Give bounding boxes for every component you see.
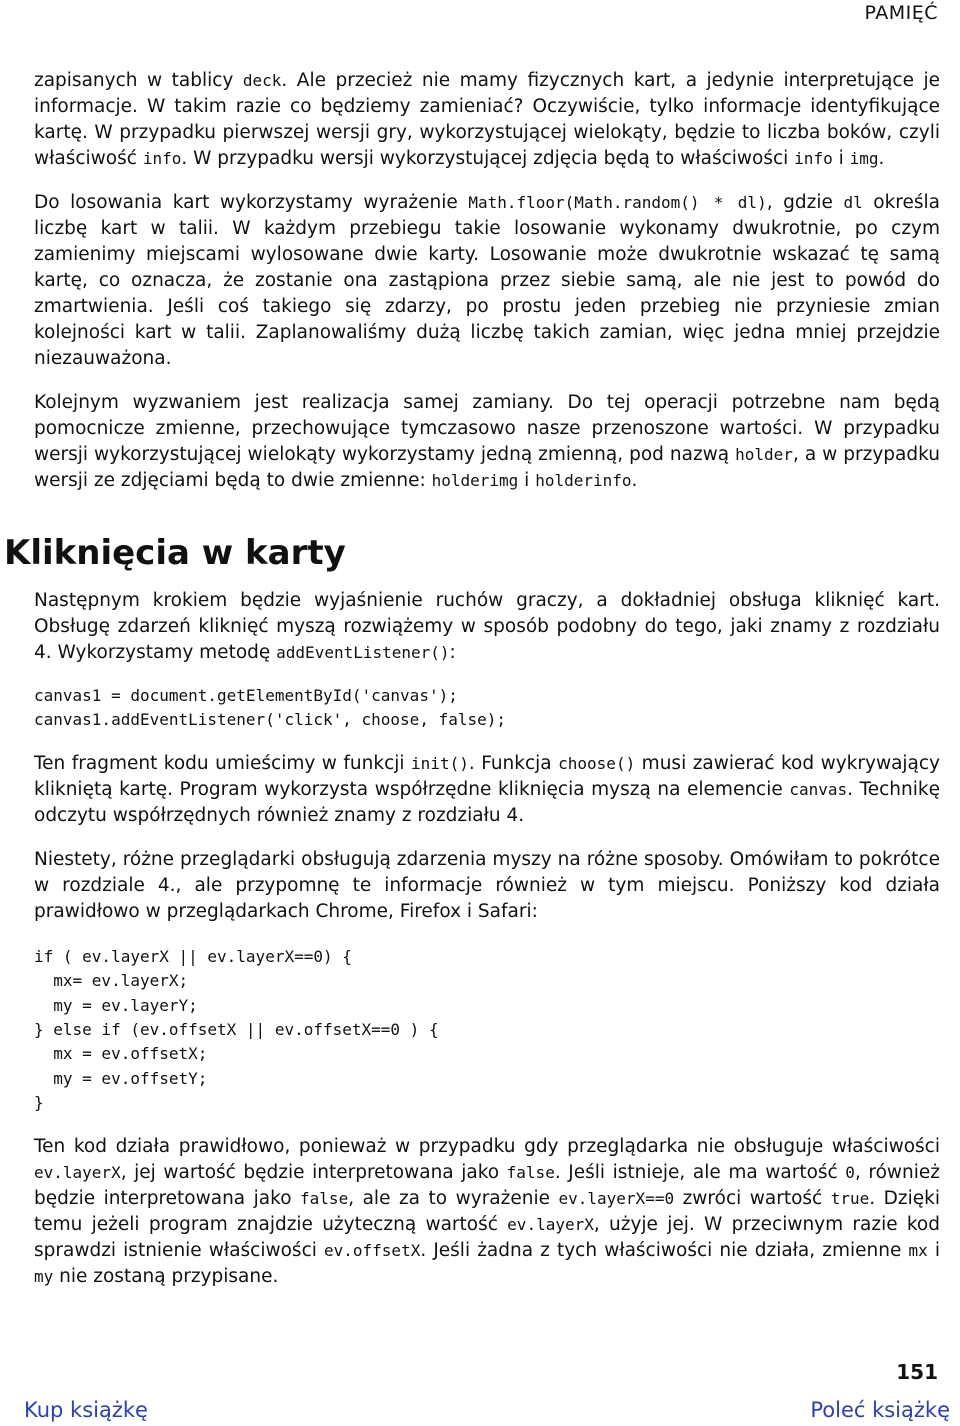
paragraph: Do losowania kart wykorzystamy wyrażenie Math.floor(Math.random() * dl), gdzie dl określa liczbę kart w talii. W każdym przebiegu takie losowanie wykonamy dwukrotnie, po czym zamienimy miejscami wylosowane dwie karty. Losowanie może dwukrotnie wskazać tę samą kartę, co oznacza, że zostanie ona zastąpiona przez siebie samą, ale nie jest to powód do zmartwienia. Jeśli coś takiego się zdarzy, po prostu jeden przebieg nie przyniesie zmian kolejności kart w talii. Zaplanowaliśmy dużą liczbę takich zamian, więc jedna mniej przejdzie niezauważona.: [34, 192, 940, 369]
inline-code: false: [300, 1188, 349, 1208]
inline-code: Math.floor(Math.random() * dl): [468, 193, 767, 212]
inline-code: info: [794, 149, 833, 168]
inline-code: addEventListener(): [276, 643, 450, 662]
inline-code: false: [506, 1162, 555, 1182]
inline-code: deck: [242, 71, 282, 90]
recommend-book-link[interactable]: Poleć książkę: [810, 1398, 950, 1422]
inline-code: ev.layerX==0: [558, 1188, 675, 1208]
code-block: canvas1 = document.getElementById('canvas'); canvas1.addEventListener('click', choose, false);: [34, 686, 507, 730]
paragraph: Niestety, różne przeglądarki obsługują zdarzenia myszy na różne sposoby. Omówiłam to pokrótce w rozdziale 4., ale przypomnę te informacje również w tym miejscu. Poniższy kod działa prawidłowo w przeglądarkach Chrome, Firefox i Safari:: [34, 848, 940, 922]
page-number: 151: [896, 1360, 938, 1384]
section-heading: Kliknięcia w karty: [4, 533, 346, 573]
paragraph: Następnym krokiem będzie wyjaśnienie ruchów graczy, a dokładniej obsługa kliknięć kart. Obsługę zdarzeń kliknięć myszą rozwiążemy w sposób podobny do tego, jaki znamy z rozdziału 4. Wykorzystamy metodę addEventListener():: [34, 590, 940, 663]
inline-code: holder: [735, 445, 793, 464]
buy-book-link[interactable]: Kup książkę: [24, 1398, 148, 1422]
inline-code: init(): [411, 753, 469, 773]
running-header: PAMIĘĆ: [864, 2, 938, 24]
paragraph: zapisanych w tablicy deck. Ale przecież nie mamy fizycznych kart, a jedynie interpretujące je informacje. W takim razie co będziemy zamieniać? Oczywiście, tylko informacje identyfikujące kartę. W przypadku pierwszej wersji gry, wykorzystującej wielokąty, będzie to liczba boków, czyli właściwość info. W przypadku wersji wykorzystującej zdjęcia będą to właściwości info i img.: [34, 70, 940, 169]
inline-code: ev.layerX: [507, 1214, 594, 1234]
paragraph: Ten fragment kodu umieścimy w funkcji init(). Funkcja choose() musi zawierać kod wykrywający klikniętą kartę. Program wykorzysta współrzędne kliknięcia myszą na elemencie canvas. Technikę odczytu współrzędnych również znamy z rozdziału 4.: [34, 752, 941, 826]
paragraph: Ten kod działa prawidłowo, ponieważ w przypadku gdy przeglądarka nie obsługuje właściwości ev.layerX, jej wartość będzie interpretowana jako false. Jeśli istnieje, ale ma wartość 0, również będzie interpretowana jako false, ale za to wyrażenie ev.layerX==0 zwróci wartość true. Dzięki temu jeżeli program znajdzie użyteczną wartość ev.layerX, użyje jej. W przeciwnym razie kod sprawdzi istnienie właściwości ev.offsetX. Jeśli żadna z tych właściwości nie działa, zmienne mx i my nie zostaną przypisane.: [34, 1135, 941, 1287]
inline-code: dl: [843, 193, 863, 212]
inline-code: info: [142, 149, 182, 168]
inline-code: choose(): [558, 753, 636, 773]
section2-body: [34, 588, 940, 1290]
inline-code: my: [34, 1266, 54, 1286]
inline-code: img: [849, 149, 879, 168]
inline-code: 0: [845, 1162, 855, 1182]
inline-code: canvas: [789, 779, 848, 799]
inline-code: ev.layerX: [34, 1162, 121, 1182]
inline-code: true: [830, 1188, 870, 1208]
code-block: if ( ev.layerX || ev.layerX==0) { mx= ev.layerX; my = ev.layerY; } else if (ev.offsetX || ev.offsetX==0 ) { mx = ev.offsetX; my = ev.offsetY; }: [34, 946, 439, 1113]
inline-code: ev.offsetX: [324, 1240, 421, 1260]
inline-code: mx: [908, 1240, 928, 1260]
inline-code: holderimg: [431, 471, 519, 490]
section1-body: [34, 68, 940, 494]
paragraph: Kolejnym wyzwaniem jest realizacja samej zamiany. Do tej operacji potrzebne nam będą pomocnicze zmienne, przechowujące tymczasowo nasze przenoszone wartości. W przypadku wersji wykorzystującej wielokąty wykorzystamy jedną zmienną, pod nazwą holder, a w przypadku wersji ze zdjęciami będą to dwie zmienne: holderimg i holderinfo.: [34, 392, 940, 491]
inline-code: holderinfo: [535, 471, 632, 490]
